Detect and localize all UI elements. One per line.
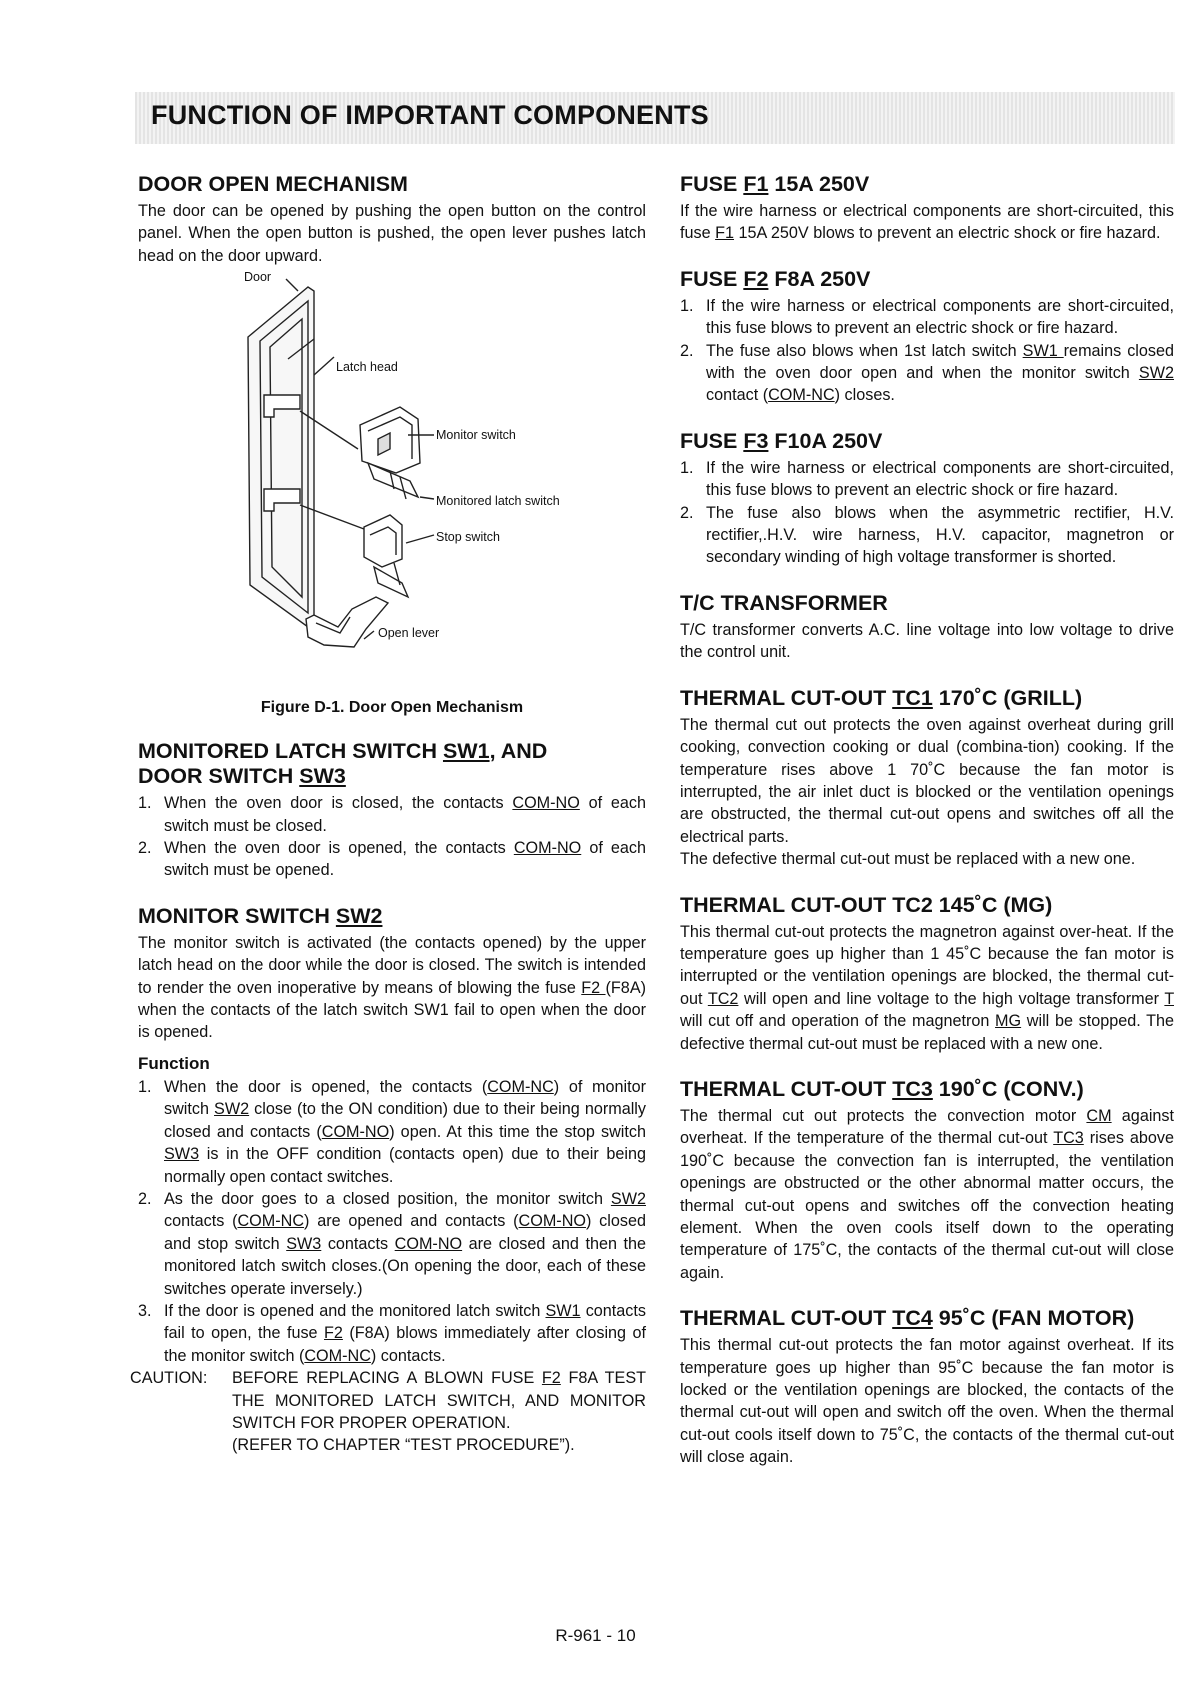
list-item: 2. When the oven door is opened, the contacts COM-NO of each switch must be opened. [138, 839, 646, 880]
section-door-open-mechanism [138, 172, 646, 717]
tc1-text: The thermal cut out protects the oven against overheat during grill cooking, convection cooking or dual (combina-tion) cooking. If the temperature rises above 1 70˚C because the fan motor is interrupted, the air inlet duct is blocked or the ventilation openings are obstructed, the thermal cut-out opens and switches off all the electrical parts. [680, 715, 1174, 846]
label-open-lever: Open lever [378, 626, 440, 641]
heading-fuse-f3: FUSE F3 F10A 250V [680, 428, 883, 453]
tc4-text: This thermal cut-out protects the fan motor against overheat. If its temperature goes up higher than 95˚C because the fan motor is locked or the ventilation openings are blocked, the contacts of the thermal cut-out will open and switch off the oven. When the thermal cut-out cools itself down to 75˚C, the contacts of the thermal cut-out will close again. [680, 1336, 1174, 1467]
list-item: 1. When the oven door is closed, the contacts COM-NO of each switch must be closed. [138, 794, 646, 835]
monitor-switch-text: The monitor switch is activated (the contacts opened) by the upper latch head on the door while the door is closed. The switch is intended to render the oven inoperative by means of blowing the fuse F2 (F8A) when the contacts of the latch switch SW1 fail to open when the door is opened. [138, 933, 646, 1042]
list-item: 3. If the door is opened and the monitored latch switch SW1 contacts fail to open, the fuse F2 (F8A) blows immediately after closing of the monitor switch (COM-NC) contacts. [138, 1301, 646, 1365]
door-open-figure [138, 267, 646, 697]
list-item: 2. The fuse also blows when the asymmetric rectifier, H.V. rectifier,.H.V. wire harness, H.V. capacitor, magnetron or secondary winding of high voltage transformer is shorted. [680, 503, 1174, 567]
heading-tc3: THERMAL CUT-OUT TC3 190˚C (CONV.) [680, 1076, 1084, 1101]
heading-monitored-latch-switch: MONITORED LATCH SWITCH SW1, AND DOOR SWITCH SW3 [138, 739, 548, 789]
label-monitor-switch: Monitor switch [436, 428, 516, 443]
section-monitor-switch [130, 903, 647, 1457]
section-tc4 [680, 1306, 1174, 1468]
fuse-f2-list [680, 295, 1174, 407]
heading-fuse-f1: FUSE F1 15A 250V [680, 172, 870, 196]
section-tc3 [680, 1077, 1174, 1284]
section-tc-transformer [680, 591, 1174, 664]
heading-monitor-switch: MONITOR SWITCH SW2 [138, 903, 383, 928]
section-fuse-f1 [680, 172, 1174, 245]
heading-tc2: THERMAL CUT-OUT TC2 145˚C (MG) [680, 892, 1053, 917]
fuse-f1-text: If the wire harness or electrical components are short-circuited, this fuse F1 15A 250V blows to prevent an electric shock or fire hazard. [680, 202, 1174, 243]
heading-tc1: THERMAL CUT-OUT TC1 170˚C (GRILL) [680, 685, 1083, 710]
list-item: 1. If the wire harness or electrical components are short-circuited, this fuse blows to prevent an electric shock or fire hazard. [680, 296, 1174, 338]
tc2-text: This thermal cut-out protects the magnetron against over-heat. If the temperature goes up higher than 1 45˚C because the fan motor is interrupted or the ventilation openings are blocked, the thermal cut-out TC2 will open and line voltage to the high voltage transformer T will cut off and operation of the magnetron MG will be stopped. The defective thermal cut-out must be replaced with a new one. [680, 922, 1174, 1053]
heading-door-open-mechanism: DOOR OPEN MECHANISM [138, 172, 408, 196]
figure-caption: Figure D-1. Door Open Mechanism [260, 699, 524, 717]
heading-tc-transformer: T/C TRANSFORMER [680, 590, 888, 615]
section-fuse-f3 [680, 429, 1174, 569]
section-tc2 [680, 893, 1174, 1055]
label-door: Door [244, 270, 272, 285]
label-monitored-latch-switch: Monitored latch switch [436, 494, 560, 509]
list-item: 1. When the door is opened, the contacts (COM-NC) of monitor switch SW2 close (to the ON condition) due to their being normally closed and contacts (COM-NO) open. At this time the stop switch SW3 is in the OFF condition (contacts open) due to their being normally open contact switches. [138, 1077, 646, 1186]
heading-function: Function [138, 1053, 210, 1073]
section-monitored-latch-switch [138, 739, 646, 882]
function-list [138, 1076, 646, 1367]
tc1-text-2: The defective thermal cut-out must be replaced with a new one. [680, 850, 1136, 869]
title-banner [135, 92, 1175, 144]
section-tc1 [680, 686, 1174, 871]
list-item: 2. As the door goes to a closed position, the monitor switch SW2 contacts (COM-NC) are opened and contacts (COM-NO) closed and stop switch SW3 contacts COM-NO are closed and then the monitored latch switch closes.(On opening the door, each of these switches operate inversely.) [138, 1189, 647, 1298]
monitored-latch-list [138, 792, 646, 882]
heading-fuse-f2: FUSE F2 F8A 250V [680, 266, 871, 291]
fuse-f3-list [680, 457, 1174, 569]
page-title: FUNCTION OF IMPORTANT COMPONENTS [151, 100, 709, 130]
list-item: 1. If the wire harness or electrical components are short-circuited, this fuse blows to prevent an electric shock or fire hazard. [680, 458, 1174, 500]
label-latch-head: Latch head [336, 360, 398, 375]
label-stop-switch: Stop switch [436, 530, 500, 545]
door-mechanism-diagram [138, 267, 646, 697]
left-column [130, 172, 647, 1457]
door-open-text: The door can be opened by pushing the open button on the control panel. When the open button is pushed, the open lever pushes latch head on the door upward. [138, 202, 646, 265]
page-footer: R-961 - 10 [555, 1626, 636, 1645]
tc3-text: The thermal cut out protects the convection motor CM against overheat. If the temperature of the thermal cut-out TC3 rises above 190˚C because the convection fan is interrupted, the ventilation openings are obstructed or the other abnormal matter occurs, the thermal cut-out opens and switches off the convection heating element. When the oven cools itself down to the operating temperature of 175˚C, the contacts of the thermal cut-out will close again. [680, 1106, 1175, 1282]
caution-note: CAUTION: BEFORE REPLACING A BLOWN FUSE F2 F8A TEST THE MONITORED LATCH SWITCH, AND MONITOR SWITCH FOR PROPER OPERATION. (REFER TO CHAPTER “TEST PROCEDURE”). [130, 1367, 646, 1457]
tc-transformer-text: T/C transformer converts A.C. line voltage into low voltage to drive the control unit. [680, 620, 1174, 662]
heading-tc4: THERMAL CUT-OUT TC4 95˚C (FAN MOTOR) [680, 1306, 1135, 1331]
caution-label: CAUTION: [130, 1369, 208, 1388]
right-column [680, 172, 1174, 1469]
section-fuse-f2 [680, 267, 1174, 407]
list-item: 2. The fuse also blows when 1st latch switch SW1 remains closed with the oven door open and when the monitor switch SW2 contact (COM-NC) closes. [680, 341, 1174, 405]
